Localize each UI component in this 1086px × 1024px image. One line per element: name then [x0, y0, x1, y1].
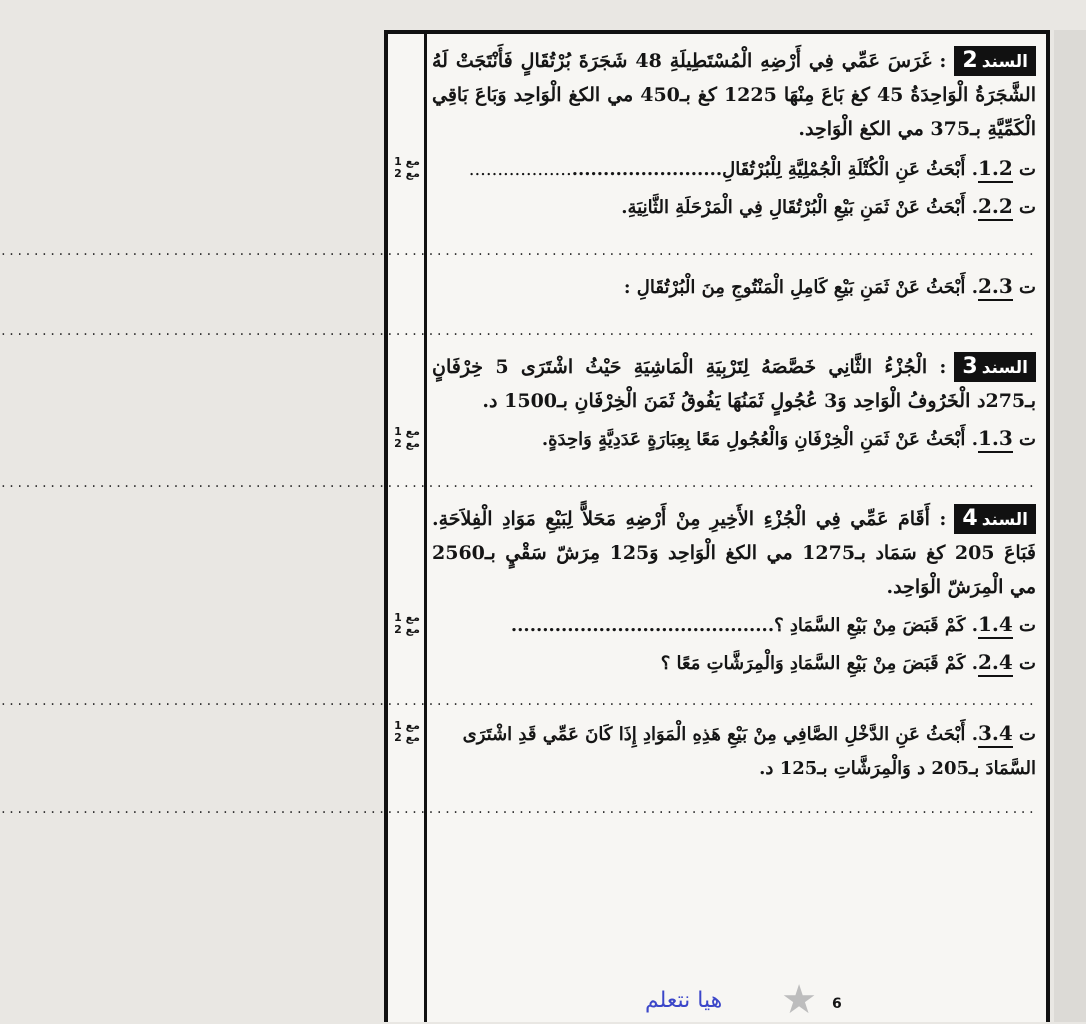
- question-2-4: ت 2.4. كَمْ قَبَضَ مِنْ بَيْعِ السَّمَادِ وَالْمِرَشَّاتِ مَعًا ؟: [432, 646, 1036, 680]
- sanad-4-text: السند4 : أَقَامَ عَمِّي فِي الْجُزْءِ الأَخِيرِ مِنْ أَرْضِهِ مَحَلاًّ لِبَيْعِ مَوَادِ الْفِلاَحَةِ. فَبَاعَ 205 كغ سَمَاد بـ1275 مي الكغ الْوَاحِد وَ125 مِرَشّ سَقْيٍ بـ2560 مي الْمِرَشّ الْوَاحِد.: [432, 506, 1037, 598]
- page-edge: [1054, 30, 1086, 1022]
- criteria-marker: مع 1 مع 2: [394, 611, 420, 636]
- question-2-3: ت 2.3. أَبْحَثُ عَنْ ثَمَنِ بَيْعِ كَامِلِ الْمَنْتُوجِ مِنَ الْبُرْتُقَالِ :: [432, 270, 1036, 304]
- worksheet-page: [384, 30, 1050, 1022]
- worksheet-content: [394, 34, 1037, 1023]
- answer-line[interactable]: [432, 800, 1036, 818]
- page-number: 6: [832, 996, 842, 1012]
- margin-line: [424, 34, 427, 1022]
- answer-line[interactable]: [432, 692, 1036, 710]
- brand-text: هيا نتعلم: [645, 988, 723, 1013]
- question-1-2: مع 1 مع 2 ت 1.2. أَبْحَثُ عَنِ الْكُتْلَةِ الْجُمْلِيَّةِ لِلْبُرْتُقَالِ..........................................: [432, 152, 1036, 186]
- answer-line[interactable]: [432, 242, 1036, 260]
- star-mascot-icon: ★: [781, 977, 817, 1023]
- sanad-3: [432, 350, 1036, 418]
- question-1-3: مع 1 مع 2 ت 1.3. أَبْحَثُ عَنْ ثَمَنِ الْخِرْفَانِ وَالْعُجُولِ مَعًا بِعِبَارَةٍ عَدَدِيَّةٍ وَاحِدَةٍ.: [432, 422, 1036, 456]
- criteria-marker: مع 1 مع 2: [394, 155, 420, 180]
- sanad-2-label: السند2: [954, 46, 1036, 76]
- question-3-4: مع 1 مع 2 ت 3.4. أَبْحَثُ عَنِ الدَّخْلِ الصَّافِي مِنْ بَيْعِ هَذِهِ الْمَوَادِ إِذَا كَانَ عَمِّي قَدِ اشْتَرَى السَّمَادَ بـ205 د وَالْمِرَشَّاتِ بـ125 د.: [432, 716, 1036, 786]
- question-1-4: مع 1 مع 2 ت 1.4. كَمْ قَبَضَ مِنْ بَيْعِ السَّمَادِ ؟..........................................: [432, 608, 1036, 642]
- sanad-2-text: السند2 : غَرَسَ عَمِّي فِي أَرْضِهِ الْمُسْتَطِيلَةِ 48 شَجَرَةَ بُرْتُقَالٍ فَأَنْتَجَتْ لَهُ الشَّجَرَةُ الْوَاحِدَةُ 45 كغ بَاعَ مِنْهَا 1225 كغ بـ450 مي الكغ الْوَاحِد وَبَاعَ بَاقِي الْكَمِّيَّةِ بـ375 مي الكغ الْوَاحِد.: [432, 48, 1036, 140]
- sanad-2: [432, 44, 1036, 146]
- answer-line[interactable]: [432, 322, 1036, 340]
- question-2-2: ت 2.2. أَبْحَثُ عَنْ ثَمَنِ بَيْعِ الْبُرْتُقَالِ فِي الْمَرْحَلَةِ الثَّانِيَةِ.: [432, 190, 1036, 224]
- sanad-3-text: السند3 : الْجُزْءُ الثَّانِي خَصَّصَهُ لِتَرْبِيَةِ الْمَاشِيَةِ حَيْثُ اشْتَرَى 5 خِرْفَانٍ بـ275د الْخَرُوفُ الْوَاحِد وَ3 عُجُولٍ ثَمَنُهَا يَفُوقُ ثَمَنَ الْخِرْفَانِ بـ1500 د.: [432, 354, 1036, 412]
- answer-line[interactable]: [432, 474, 1036, 492]
- criteria-marker: مع 1 مع 2: [394, 719, 420, 744]
- criteria-marker: مع 1 مع 2: [394, 425, 420, 450]
- page-footer: [432, 977, 1036, 1023]
- sanad-3-label: السند3: [954, 352, 1036, 382]
- sanad-4: [432, 502, 1036, 604]
- sanad-4-label: السند4: [954, 504, 1036, 534]
